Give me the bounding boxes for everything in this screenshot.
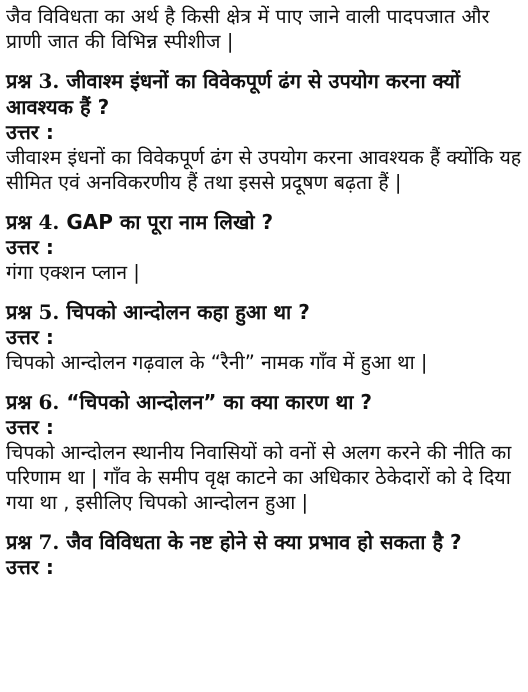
intro-paragraph: जैव विविधता का अर्थ है किसी क्षेत्र में पाए जाने वाली पादपजात और प्राणी जात की विभिन्न स्पीशीज |: [6, 5, 490, 53]
question-text: जीवाश्म इंधनों का विवेकपूर्ण ढंग से उपयोग करना क्यों आवश्यक हैं ?: [6, 69, 461, 119]
question-text: “चिपको आन्दोलन” का क्या कारण था ?: [66, 390, 373, 414]
answer-label: उत्तर :: [6, 415, 54, 439]
question-text: जैव विविधता के नष्ट होने से क्या प्रभाव हो सकता है ?: [66, 530, 462, 554]
answer-text: गंगा एक्शन प्लान |: [6, 261, 140, 284]
question-heading: [6, 389, 524, 415]
answer-text: चिपको आन्दोलन गढ़वाल के “रैनी” नामक गाँव में हुआ था |: [6, 351, 428, 374]
answer-label: उत्तर :: [6, 325, 54, 349]
question-heading: [6, 68, 524, 120]
question-heading: [6, 529, 524, 555]
question-heading: [6, 299, 524, 325]
question-text: GAP का पूरा नाम लिखो ?: [66, 210, 274, 234]
question-number: प्रश्न 4.: [6, 210, 60, 234]
document-page: [6, 4, 524, 580]
answer-text: जीवाश्म इंधनों का विवेकपूर्ण ढंग से उपयोग करना आवश्यक हैं क्योंकि यह सीमित एवं अनविकरणीय हैं तथा इससे प्रदूषण बढ़ता हैं |: [6, 146, 522, 194]
answer-label: उत्तर :: [6, 235, 54, 259]
question-block-6: [6, 389, 524, 515]
question-block-5: [6, 299, 524, 375]
question-heading: [6, 209, 524, 235]
question-block-4: [6, 209, 524, 285]
question-number: प्रश्न 5.: [6, 300, 60, 324]
question-text: चिपको आन्दोलन कहा हुआ था ?: [66, 300, 310, 324]
question-number: प्रश्न 3.: [6, 69, 60, 93]
question-block-7: [6, 529, 524, 580]
answer-label: उत्तर :: [6, 555, 54, 579]
answer-text: चिपको आन्दोलन स्थानीय निवासियों को वनों से अलग करने की नीति का परिणाम था | गाँव के समीप वृक्ष काटने का अधिकार ठेकेदारों को दे दिया गया था , इसीलिए चिपको आन्दोलन हुआ |: [6, 441, 512, 514]
question-number: प्रश्न 6.: [6, 390, 60, 414]
answer-label: उत्तर :: [6, 120, 54, 144]
question-number: प्रश्न 7.: [6, 530, 60, 554]
question-block-3: [6, 68, 524, 195]
